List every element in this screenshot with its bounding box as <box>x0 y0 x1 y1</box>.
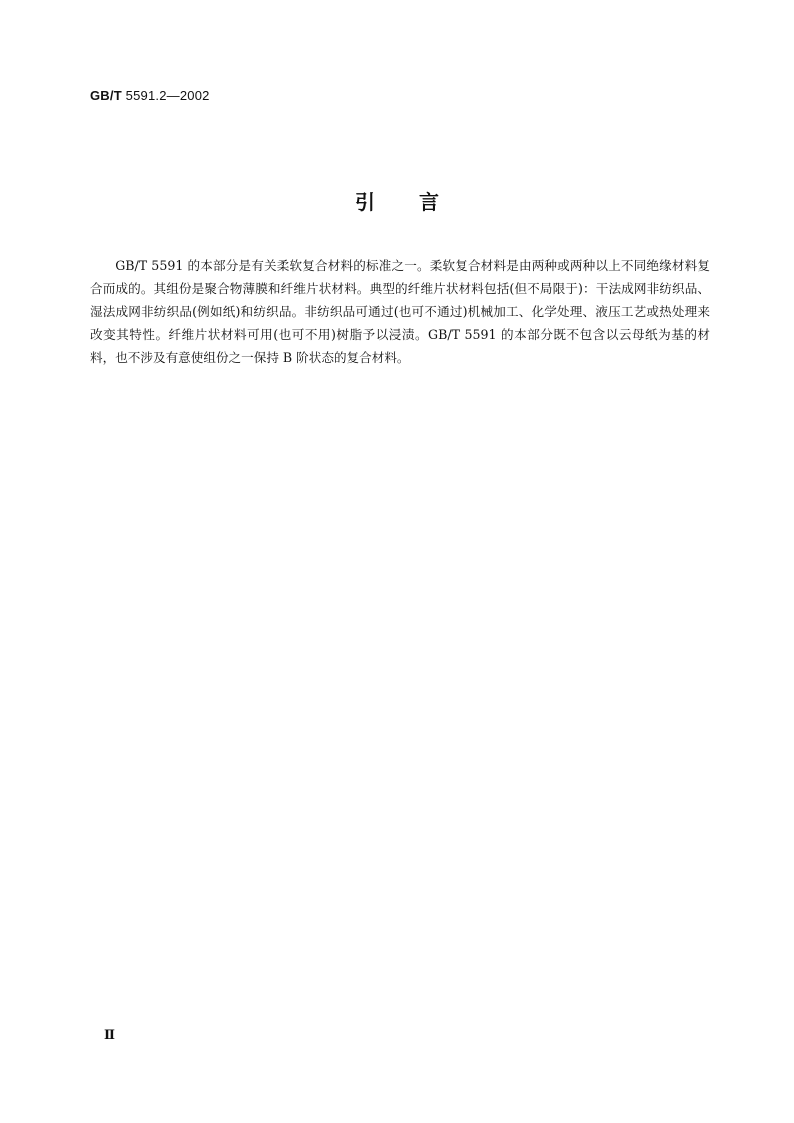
page-number: Ⅱ <box>104 1027 115 1042</box>
standard-code-number: 5591.2—2002 <box>121 88 210 103</box>
introduction-paragraph: GB/T 5591 的本部分是有关柔软复合材料的标准之一。柔软复合材料是由两种或两种以上不同绝缘材料复合而成的。其组份是聚合物薄膜和纤维片状材料。典型的纤维片状材料包括(但不局限于)：干法成网非纺织品、湿法成网非纺织品(例如纸)和纺织品。非纺织品可通过(也可不通过)机械加工、化学处理、液压工艺或热处理来改变其特性。纤维片状材料可用(也可不用)树脂予以浸渍。GB/T 5591 的本部分既不包含以云母纸为基的材料，也不涉及有意使组份之一保持 B 阶状态的复合材料。 <box>90 258 710 365</box>
section-title: 引言 <box>355 190 483 214</box>
standard-code-header <box>90 88 210 103</box>
standard-code-prefix: GB/T <box>90 88 122 103</box>
